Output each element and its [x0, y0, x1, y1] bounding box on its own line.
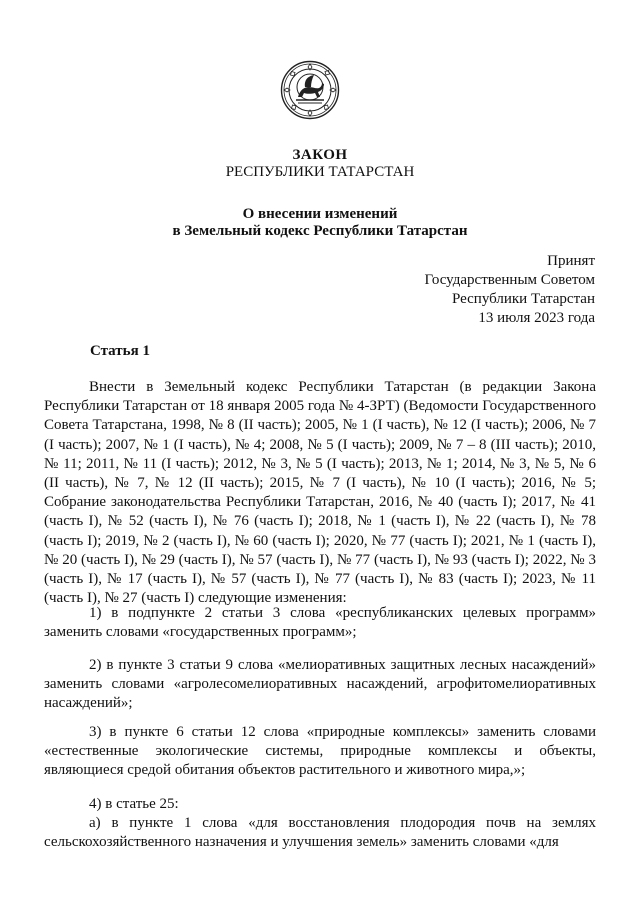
article-intro-paragraph — [44, 378, 596, 608]
adoption-line: Принят — [547, 253, 595, 269]
amendment-item-4 — [44, 795, 596, 853]
adoption-line: Государственным Советом — [424, 272, 595, 288]
amendment-item-2 — [44, 656, 596, 714]
amendment-item-1 — [44, 604, 596, 642]
paragraph-text: 3) в пункте 6 статьи 12 слова «природные комплексы» заменить словами «естественные экологические системы, природные комплексы и объекты, являющиеся средой обитания объектов растительного и животного мира,»; — [44, 724, 596, 779]
adoption-block — [425, 252, 596, 328]
law-subject-line-1: О внесении изменений — [242, 206, 398, 222]
paragraph-text: 1) в подпункте 2 статьи 3 слова «республиканских целевых программ» заменить словами «государственных программ»; — [44, 605, 596, 641]
article-heading: Статья 1 — [90, 343, 150, 359]
document-type-title: ЗАКОН — [292, 147, 348, 163]
adoption-line: Республики Татарстан — [451, 291, 595, 307]
amendment-item-3 — [44, 723, 596, 781]
law-subject-line-2: в Земельный кодекс Республики Татарстан — [172, 223, 468, 239]
paragraph-text: а) в пункте 1 слова «для восстановления плодородия почв на землях сельскохозяйственного назначения и улучшения земель» заменить словами «для — [44, 815, 596, 851]
paragraph-text: 4) в статье 25: — [89, 796, 179, 812]
coat-of-arms-emblem — [280, 60, 340, 120]
paragraph-text: Внести в Земельный кодекс Республики Татарстан (в редакции Закона Республики Татарстан от 18 января 2005 года № 4-ЗРТ) (Ведомости Государственного Совета Татарстана, 1998, № 8 (II часть); 2005, № 1 (I часть), № 12 (I часть); 2006, № 7 (I часть); 2007, № 1 (I часть), № 4; 2008, № 5 (I часть); 2009, № 7 – 8 (III часть); 2010, № 11; 2011, № 11 (I часть); 2012, № 3, № 5 (I часть); 2013, № 1; 2014, № 3, № 5, № 6 (II часть), № 7, № 12 (II часть); 2015, № 7 (I часть), № 10 (I часть); 2016, № 5; Собрание законодательства Республики Татарстан, 2016, № 40 (часть I); 2017, № 41 (часть I), № 52 (часть I), № 76 (часть I); 2018, № 1 (часть I), № 22 (часть I), № 78 (часть I); 2019, № 2 (часть I), № 60 (часть I); 2020, № 77 (часть I); 2021, № 1 (часть I), № 20 (часть I), № 29 (часть I), № 57 (часть I), № 77 (часть I), № 93 (часть I); 2022, № 3 (часть I), № 17 (часть I), № 57 (часть I), № 77 (часть I), № 83 (часть I); 2023, № 11 (часть I), № 27 (часть I) следующие изменения: — [44, 379, 596, 607]
paragraph-text: 2) в пункте 3 статьи 9 слова «мелиоративных защитных лесных насаждений» заменить словами «агролесомелиоративных насаждений, агрофитомелиоративных насаждений»; — [44, 657, 596, 712]
adoption-date: 13 июля 2023 года — [478, 310, 595, 326]
issuing-authority: РЕСПУБЛИКИ ТАТАРСТАН — [225, 164, 415, 180]
